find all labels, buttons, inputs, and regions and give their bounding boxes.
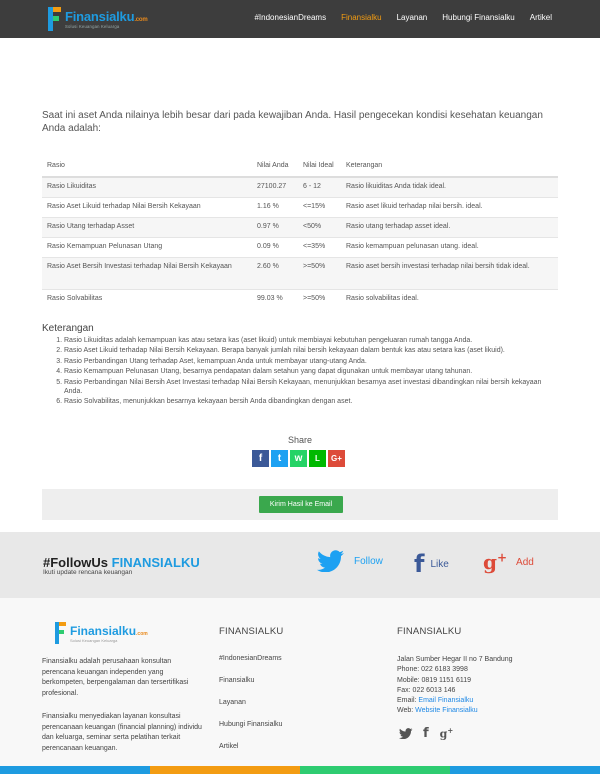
nav-layanan[interactable]: Layanan xyxy=(396,13,428,22)
website-link[interactable]: Website Finansialku xyxy=(415,707,478,715)
footer-about-2: Finansialku menyediakan layanan konsultasi perencanaan keuangan (financial planning) individu dan keluarga, seminar serta pelatihan terkait perencanaan keuangan. xyxy=(42,713,202,752)
cell-nilai: 27100.27 xyxy=(252,177,298,197)
footer-color-bar xyxy=(0,766,600,774)
footer-link-indonesiandreams[interactable]: #IndonesianDreams xyxy=(219,655,282,662)
list-item: 2. Rasio Aset Likuid terhadap Nilai Bersih Kekayaan. Berapa banyak jumlah nilai bersih kekayaan dalam bentuk kas atau setara kas (aset likuid). xyxy=(64,346,558,355)
color-bar-segment xyxy=(0,766,150,774)
cell-ideal: >=50% xyxy=(298,289,341,309)
footer-logo-text: Finansialku.com xyxy=(70,624,148,638)
twitter-follow-label: Follow xyxy=(354,555,383,567)
cell-nilai: 99.03 % xyxy=(252,289,298,309)
facebook-share-button[interactable] xyxy=(252,450,269,467)
google-add-label: Add xyxy=(516,556,534,568)
list-item: 6. Rasio Solvabilitas, menunjukkan besarnya kekayaan bersih Anda dibandingkan dengan aset. xyxy=(64,397,558,406)
facebook-icon: f xyxy=(414,550,425,578)
cell-rasio: Rasio Utang terhadap Asset xyxy=(42,217,252,237)
cell-rasio: Rasio Aset Likuid terhadap Nilai Bersih Kekayaan xyxy=(42,197,252,217)
notes-title: Keterangan xyxy=(42,323,94,334)
table-row xyxy=(42,177,558,197)
twitter-icon xyxy=(317,550,345,572)
cell-ideal: >=50% xyxy=(298,257,341,289)
footer-logo[interactable] xyxy=(55,622,148,646)
contact-address: Jalan Sumber Hegar II no 7 Bandung xyxy=(397,656,513,663)
google-plus-icon: g+ xyxy=(483,550,508,574)
notes-list xyxy=(64,336,558,408)
google-add-link[interactable] xyxy=(483,550,534,574)
email-link[interactable]: Email Finansialku xyxy=(418,697,474,705)
cell-ideal: <=35% xyxy=(298,237,341,257)
cell-keterangan: Rasio utang terhadap asset ideal. xyxy=(341,217,558,237)
cell-ideal: <=15% xyxy=(298,197,341,217)
email-panel xyxy=(42,489,558,520)
nav-indonesiandreams[interactable]: #IndonesianDreams xyxy=(254,13,327,22)
contact-phone: Phone: 022 6183 3998 xyxy=(397,666,468,674)
line-share-button[interactable] xyxy=(309,450,326,467)
list-item: 3. Rasio Perbandingan Utang terhadap Aset, kemampuan Anda untuk membayar utang-utang Anda. xyxy=(64,357,558,366)
list-item: 5. Rasio Perbandingan Nilai Bersih Aset Investasi terhadap Nilai Bersih Kekayaan, menunjukkan besarnya aset investasi dibandingkan nilai bersih kekayaan Anda. xyxy=(64,378,558,396)
cell-keterangan: Rasio aset likuid terhadap nilai bersih. ideal. xyxy=(341,197,558,217)
nav-artikel[interactable]: Artikel xyxy=(529,13,552,22)
logo-mark-icon xyxy=(48,7,62,31)
footer-logo-tagline: Solusi Keuangan Keluarga xyxy=(70,638,118,643)
twitter-follow-link[interactable] xyxy=(317,550,383,572)
cell-keterangan: Rasio aset bersih investasi terhadap nilai bersih tidak ideal. xyxy=(341,257,558,289)
footer-about-1: Finansialku adalah perusahaan konsultan perencana keuangan independen yang berkompeten, berpengalaman dan tersertifikasi profesional. xyxy=(42,658,189,697)
logo-text: Finansialku.com xyxy=(65,9,148,24)
cell-keterangan: Rasio solvabilitas ideal. xyxy=(341,289,558,309)
cell-rasio: Rasio Solvabilitas xyxy=(42,289,252,309)
facebook-like-label: Like xyxy=(430,558,449,570)
list-item: 1. Rasio Likuiditas adalah kemampuan kas atau setara kas (aset likuid) untuk membiayai kebutuhan pengeluaran rumah tangga Anda. xyxy=(64,336,558,345)
contact-email: Email: Email Finansialku xyxy=(397,697,474,705)
google-plus-icon: G+ xyxy=(331,454,342,463)
footer-link-artikel[interactable]: Artikel xyxy=(219,743,239,750)
google-plus-share-button[interactable] xyxy=(328,450,345,467)
line-icon: L xyxy=(315,454,320,463)
list-item: 4. Rasio Kemampuan Pelunasan Utang, besarnya pendapatan dalam setahun yang dapat digunakan untuk membayar utang tahunan. xyxy=(64,367,558,376)
cell-keterangan: Rasio likuiditas Anda tidak ideal. xyxy=(341,177,558,197)
ratio-table xyxy=(42,150,558,309)
follow-title: #FollowUs FINANSIALKU xyxy=(43,555,200,570)
cell-nilai: 0.09 % xyxy=(252,237,298,257)
footer-link-finansialku[interactable]: Finansialku xyxy=(219,677,255,684)
table-header-row xyxy=(42,150,558,177)
cell-nilai: 2.60 % xyxy=(252,257,298,289)
footer-nav-heading: FINANSIALKU xyxy=(219,626,284,637)
twitter-share-button[interactable] xyxy=(271,450,288,467)
nav-finansialku[interactable]: Finansialku xyxy=(341,13,382,22)
col-ideal: Nilai Ideal xyxy=(298,150,341,177)
color-bar-segment xyxy=(300,766,450,774)
table-row xyxy=(42,217,558,237)
nav-hubungi[interactable]: Hubungi Finansialku xyxy=(442,13,515,22)
facebook-icon[interactable]: f xyxy=(423,726,429,741)
footer-contact-heading: FINANSIALKU xyxy=(397,626,462,637)
top-navbar xyxy=(0,0,600,38)
col-nilai: Nilai Anda xyxy=(252,150,298,177)
whatsapp-share-button[interactable] xyxy=(290,450,307,467)
logo[interactable] xyxy=(48,6,148,32)
logo-tagline: Solusi Keuangan Keluarga xyxy=(65,24,120,29)
footer-nav xyxy=(219,655,282,765)
twitter-icon[interactable] xyxy=(399,728,413,739)
footer-link-hubungi[interactable]: Hubungi Finansialku xyxy=(219,721,283,728)
whatsapp-icon: w xyxy=(294,453,303,464)
cell-rasio: Rasio Likuiditas xyxy=(42,177,252,197)
col-rasio: Rasio xyxy=(42,150,252,177)
main-nav xyxy=(239,13,552,22)
contact-web: Web: Website Finansialku xyxy=(397,707,478,715)
cell-ideal: 6 - 12 xyxy=(298,177,341,197)
cell-nilai: 1.16 % xyxy=(252,197,298,217)
cell-rasio: Rasio Kemampuan Pelunasan Utang xyxy=(42,237,252,257)
site-footer xyxy=(0,598,600,774)
follow-subtitle: Ikuti update rencana keuangan xyxy=(43,569,133,576)
cell-nilai: 0.97 % xyxy=(252,217,298,237)
color-bar-segment xyxy=(150,766,300,774)
table-row xyxy=(42,197,558,217)
footer-social xyxy=(399,726,464,741)
facebook-like-link[interactable] xyxy=(414,550,449,578)
result-intro: Saat ini aset Anda nilainya lebih besar dari pada kewajiban Anda. Hasil pengecekan kondisi kesehatan keuangan Anda adalah: xyxy=(42,110,543,134)
contact-mobile: Mobile: 0819 1151 6119 xyxy=(397,676,472,684)
footer-link-layanan[interactable]: Layanan xyxy=(219,699,246,706)
contact-fax: Fax: 022 6013 146 xyxy=(397,686,456,694)
footer-contact xyxy=(397,655,513,717)
facebook-icon: f xyxy=(258,453,263,464)
color-bar-segment xyxy=(450,766,600,774)
table-row xyxy=(42,289,558,309)
table-row xyxy=(42,257,558,289)
cell-rasio: Rasio Aset Bersih Investasi terhadap Nilai Bersih Kekayaan xyxy=(42,257,252,289)
logo-mark-icon xyxy=(55,622,67,644)
cell-keterangan: Rasio kemampuan pelunasan utang. ideal. xyxy=(341,237,558,257)
cell-ideal: <50% xyxy=(298,217,341,237)
google-plus-icon[interactable]: g+ xyxy=(439,726,454,741)
share-buttons xyxy=(252,450,347,467)
share-title: Share xyxy=(287,435,313,445)
follow-strip xyxy=(0,532,600,598)
send-email-button[interactable]: Kirim Hasil ke Email xyxy=(259,496,343,513)
table-row xyxy=(42,237,558,257)
col-keterangan: Keterangan xyxy=(341,150,558,177)
twitter-icon: t xyxy=(277,453,282,464)
